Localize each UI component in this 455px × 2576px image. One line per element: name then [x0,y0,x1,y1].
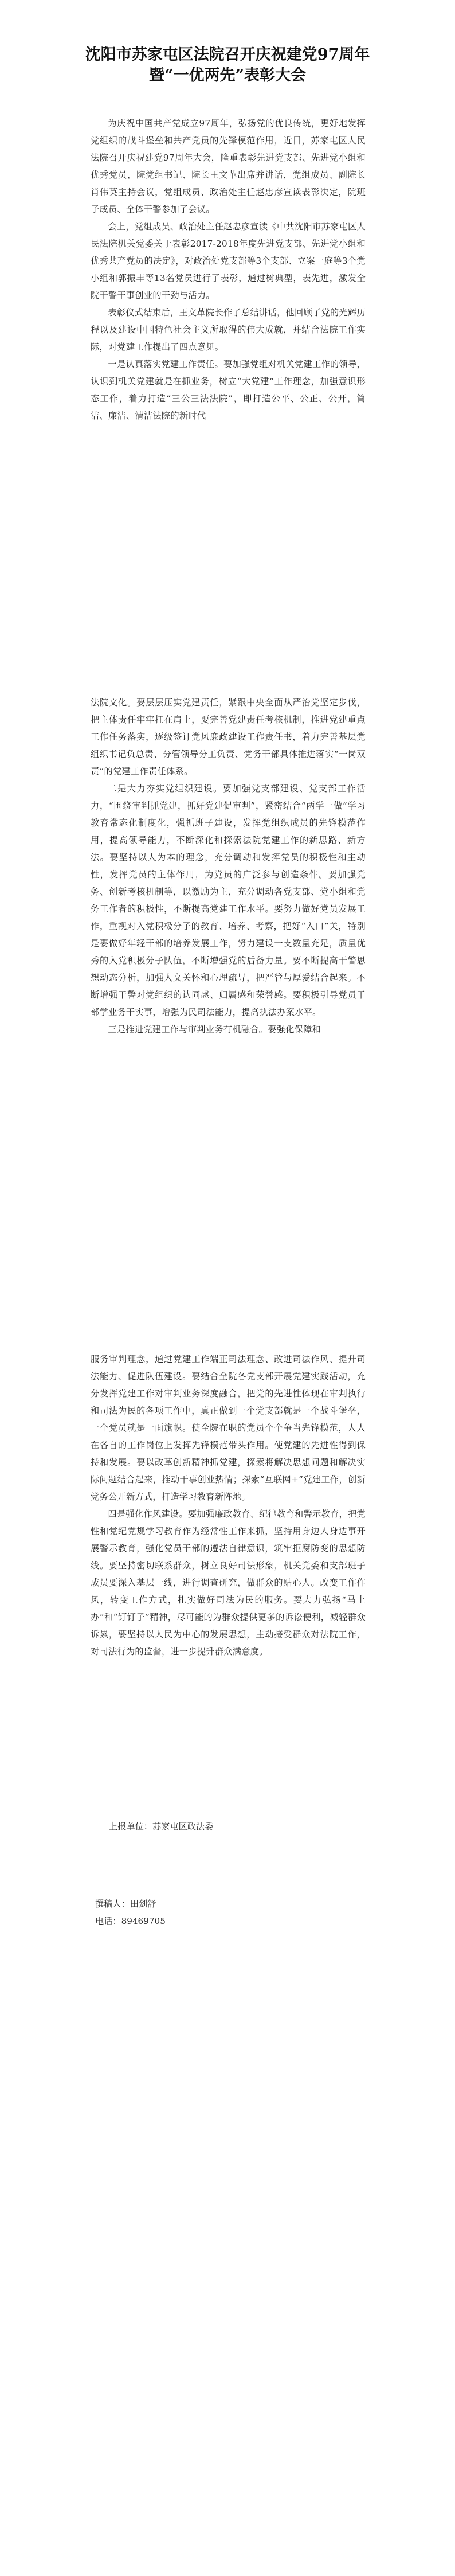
body-block-top [91,115,366,424]
body-block-bottom [91,1351,366,1660]
paragraph-intro: 为庆祝中国共产党成立97周年，弘扬党的优良传统，更好地发挥党组织的战斗堡垒和共产党员的先锋模范作用，近日，苏家屯区人民法院召开庆祝建党97周年大会，隆重表彰先进党支部、先进党小组和优秀党员，院党组书记、院长王文革出席并讲话，党组成员、副院长肖伟英主持会议，党组成员、政治处主任赵忠彦宣读表彰决定，院班子成员、全体干警参加了会议。 [91,118,366,214]
paragraph-point-three-start: 三是推进党建工作与审判业务有机融合。要强化保障和 [108,1024,321,1035]
paragraph-point-one-start: 一是认真落实党建工作责任。要加强党组对机关党建工作的领导，认识到机关党建就是在抓业务，树立“大党建”工作理念，加强意识形态工作，着力打造“三公三法法院”，即打造公平、公正、公开，简洁、廉洁、清洁法院的新时代 [91,359,366,421]
paragraph-point-four: 四是强化作风建设。要加强廉政教育、纪律教育和警示教育，把党性和党纪党规学习教育作为经常性工作来抓，坚持用身边人身边事开展警示教育，强化党员干部的遵法自律意识，筑牢拒腐防变的思想防线。要坚持密切联系群众，树立良好司法形象，机关党委和支部班子成员要深入基层一线，进行调查研究，做群众的贴心人。改变工作作风，转变工作方式，扎实做好司法为民的服务。要大力弘扬“马上办”和“钉钉子”精神，尽可能的为群众提供更多的诉讼便利，减轻群众诉累，要坚持以人民为中心的发展思想，主动接受群众对法院工作，对司法行为的监督，进一步提升群众满意度。 [91,1509,366,1657]
article-title-line2: 暨“一优两先”表彰大会 [148,67,307,84]
body-block-middle [91,694,366,1038]
paragraph-summary-speech: 表彰仪式结束后，王文革院长作了总结讲话，他回顾了党的光辉历程以及建设中国特色社会主义所取得的伟大成就，并结合法院工作实际，对党建工作提出了四点意见。 [91,307,366,352]
paragraph-point-one-continued: 法院文化。要层层压实党建责任，紧跟中央全面从严治党坚定步伐，把主体责任牢牢扛在肩上，要完善党建责任考核机制，推进党建重点工作任务落实，逐级签订党风廉政建设工作责任书，着力完善基层党组织书记负总责、分管领导分工负责、党务干部具体推进落实“一岗双责”的党建工作责任体系。 [91,697,366,776]
paragraph-point-three-continued: 服务审判理念，通过党建工作端正司法理念、改进司法作风、提升司法能力、促进队伍建设。要结合全院各党支部开展党建实践活动，充分发挥党建工作对审判业务深度融合，把党的先进性体现在审判执行和司法为民的各项工作中，真正做到一个党支部就是一个战斗堡垒，一个党员就是一面旗帜。使全院在职的党员个个争当先锋模范，人人在各自的工作岗位上发挥先锋模范带头作用。使党建的先进性得到保持和发展。要以改革创新精神抓党建，探索将解决思想问题和解决实际问题结合起来，推动干事创业热情；探索“互联网+”党建工作，创新党务公开新方式，打造学习教育新阵地。 [91,1354,366,1502]
paragraph-point-two: 二是大力夯实党组织建设。要加强党支部建设、党支部工作活力，“围绕审判抓党建，抓好党建促审判”，紧密结合“两学一做”学习教育常态化制度化，强抓班子建设，发挥党组织成员的先锋模范作用，提高领导能力，不断深化和探索法院党建工作的新思路、新方法。要坚持以人为本的理念，充分调动和发挥党员的积极性和主动性，发挥党员的主体作用，为党员的广泛参与创造条件。要加强党务、创新考核机制等，以激励为主，充分调动各党支部、党小组和党务工作者的积极性，不断提高党建工作水平。要努力做好党员发展工作，重视对入党积极分子的教育、培养、考察，把好“入口”关，特别是要做好年轻干部的培养发展工作，努力建设一支数量充足，质量优秀的入党积极分子队伍，不断增强党的后备力量。要不断提高干警思想动态分析，加强人文关怀和心理疏导，把严管与厚爱结合起来。不断增强干警对党组织的认同感、归属感和荣誉感。要积极引导党员干部学业务干实事，增强为民司法能力，提高执法办案水平。 [91,783,366,1017]
paragraph-commendation: 会上，党组成员、政治处主任赵忠彦宣读《中共沈阳市苏家屯区人民法院机关党委关于表彰2017-2018年度先进党支部、先进党小组和优秀共产党员的决定》，对政治处党支部等3个支部、立案一庭等3个党小组和郭振丰等13名党员进行了表彰，通过树典型，表先进，激发全院干警干事创业的干劲与活力。 [91,221,366,300]
author-line: 撰稿人：田剑舒 [95,1899,156,1909]
submitting-unit: 上报单位：苏家屯区政法委 [109,1821,214,1832]
article-title-line1: 沈阳市苏家屯区法院召开庆祝建党97周年 [85,46,370,64]
phone-line: 电话：89469705 [95,1916,166,1926]
